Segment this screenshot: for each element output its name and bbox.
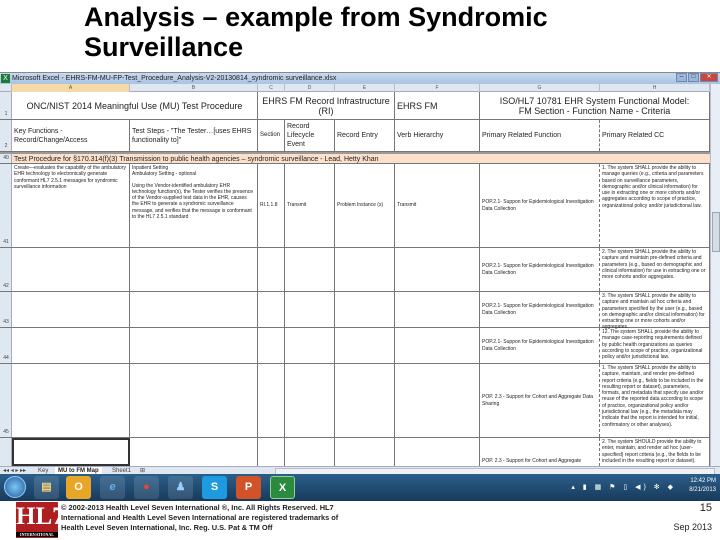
empty-cell[interactable] [285,438,335,466]
empty-cell[interactable] [258,328,285,363]
column-headers [0,84,710,92]
row-number[interactable]: 1 [0,92,12,119]
insert-sheet-icon[interactable]: ⊞ [140,468,146,474]
cell-criteria[interactable]: 1. The system SHALL provide the ability to manage queries (e.g., criteria and parameters based on surveillance parameters, demographic and/or clinical information) for use in extracting one or more cohorts and/or aggregates according to scope of practice, organizational policy and/or jurisdictional law. [600,164,710,247]
slide-date: Sep 2013 [673,522,712,532]
cell-header-mu[interactable]: ONC/NIST 2014 Meaningful Use (MU) Test Procedure [12,92,258,119]
empty-cell[interactable] [285,364,335,437]
empty-cell[interactable] [335,248,395,291]
empty-cell[interactable] [258,248,285,291]
row-number[interactable]: 40 [0,154,12,163]
close-button[interactable]: ✕ [700,73,718,82]
vertical-scrollbar[interactable] [710,84,720,466]
cell-header-ri[interactable]: EHRS FM Record Infrastructure (RI) [258,92,395,119]
tab-sheet1[interactable]: Sheet1 [112,468,132,474]
cell-function[interactable]: POP.2.1- Suppon for Epidemiological Investigation Data Collection [480,248,600,291]
header-test-steps[interactable]: Test Steps - "The Tester…[uses EHRS functionality to]" [130,120,258,151]
row-number[interactable]: 45 [0,364,12,437]
windows-taskbar [0,474,720,501]
header-lifecycle-event[interactable]: Record Lifecycle Event [285,120,335,151]
table-row [0,248,710,292]
network-icon[interactable]: ♟ [168,476,193,499]
cell-record-entry[interactable]: Problem Instance (s) [335,164,395,247]
system-tray-icons[interactable]: ▴ ▮ ▦ ⚑ ▯ ◀) ✻ ◆ [571,484,676,491]
empty-cell[interactable] [395,328,480,363]
empty-cell[interactable] [335,438,395,466]
excel-window [0,72,720,474]
tab-nav-arrows[interactable]: ◂◂ ◂ ▸ ▸▸ [3,468,27,474]
cell-header-iso[interactable]: ISO/HL7 10781 EHR System Functional Model: FM Section - Function Name - Criteria [480,92,710,119]
row-number[interactable] [0,438,12,466]
row-number[interactable]: 42 [0,248,12,291]
cell-criteria[interactable]: 3. The system SHALL provide the ability to capture and maintain ad hoc criteria and parameters specified by the user (e.g., based on demographic and/or clinical information) for extracting one or more cohorts and/or aggregates. [600,292,710,327]
page-number: 15 [699,502,712,514]
cell-function[interactable]: POP. 2.3 - Support for Cohort and Aggregate [480,438,600,466]
table-row [0,438,710,466]
cell-criteria[interactable]: 1. The system SHALL provide the ability to capture, maintain, and render pre-defined report criteria (e.g., fields to be included in the resulting report or dataset), parameters, formats, and metadata that specify use and/or reuse of the reported data according to scope of practice, organizational policy and/or jurisdictional law (e.g., the metadata may indicate that the report is intended for initial, confirmatory or other analyses). [600,364,710,437]
empty-cell[interactable] [395,364,480,437]
table-row [0,328,710,364]
empty-cell[interactable] [335,364,395,437]
cell-criteria[interactable]: 2. The system SHOULD provide the ability to enter, maintain, and render ad hoc (user-specified) report criteria (e.g., the fields to be included in the resulting report or dataset). [600,438,710,466]
clock[interactable]: 12:42 PM 8/21/2013 [689,478,716,493]
header-verb-hierarchy[interactable]: Verb Hierarchy [395,120,480,151]
section-title-cell[interactable]: Test Procedure for §170.314(f)(3) Transmission to public health agencies – syndromic surveillance - Lead, Hetty Khan [14,156,379,163]
cell-criteria[interactable]: 2. The system SHALL provide the ability to capture and maintain pre-defined criteria and parameters (e.g., based on demographic and clinical information) for use in extracting one or more cohorts and/or aggregates. [600,248,710,291]
empty-cell[interactable] [12,328,130,363]
col-header-c[interactable]: C [258,84,285,92]
scroll-thumb[interactable] [712,212,720,252]
empty-cell[interactable] [335,292,395,327]
col-header-h[interactable]: H [600,84,710,92]
cell-function[interactable]: POP.2.1- Suppon for Epidemiological Investigation Data Collection [480,164,600,247]
skype-icon[interactable]: S [202,476,227,499]
header-primary-function[interactable]: Primary Related Function [480,120,600,151]
empty-cell[interactable] [12,248,130,291]
excel-taskbar-icon[interactable]: X [270,476,295,499]
table-row [0,164,710,248]
empty-cell[interactable] [12,364,130,437]
cell-section[interactable]: RI.1.1.8 [258,164,285,247]
powerpoint-icon[interactable]: P [236,476,261,499]
cell-header-fm[interactable]: EHRS FM [395,92,480,119]
row-number[interactable]: 43 [0,292,12,327]
tab-key[interactable]: Key [38,468,49,474]
header-primary-cc[interactable]: Primary Related CC [600,120,710,151]
minimize-button[interactable]: – [676,73,687,82]
empty-cell[interactable] [395,438,480,466]
excel-icon: X [1,74,10,83]
empty-cell[interactable] [395,292,480,327]
empty-cell[interactable] [130,292,258,327]
empty-cell[interactable] [130,248,258,291]
header-record-entry[interactable]: Record Entry [335,120,395,151]
row-number[interactable]: 44 [0,328,12,363]
start-button[interactable] [4,476,26,498]
empty-cell[interactable] [285,248,335,291]
empty-cell[interactable] [12,292,130,327]
col-header-d[interactable]: D [285,84,335,92]
col-header-b[interactable]: B [130,84,258,92]
header-key-functions[interactable]: Key Functions - Record/Change/Access [12,120,130,151]
internet-explorer-icon[interactable]: e [100,476,125,499]
selected-cell[interactable] [12,438,130,466]
maximize-button[interactable]: □ [688,73,699,82]
row-number[interactable]: 2 [0,120,12,151]
col-header-a[interactable]: A [12,84,130,92]
table-row [0,364,710,438]
cell-function[interactable]: POP. 2.3 - Support for Cohort and Aggregate Data Sharing [480,364,600,437]
cell-function[interactable]: POP.2.1- Suppon for Epidemiological Investigation Data Collection [480,328,600,363]
window-titlebar [0,73,720,84]
cell-lifecycle[interactable]: Transmit [285,164,335,247]
explorer-icon[interactable]: ▤ [34,476,59,499]
cell-function[interactable]: POP.2.1- Suppon for Epidemiological Investigation Data Collection [480,292,600,327]
table-row [0,92,710,120]
chrome-icon[interactable]: ● [134,476,159,499]
slide-footer [0,500,720,540]
col-header-e[interactable]: E [335,84,395,92]
empty-cell[interactable] [395,248,480,291]
header-section[interactable]: Section [258,120,285,151]
empty-cell[interactable] [258,438,285,466]
tab-mu-to-fm-map[interactable]: MU to FM Map [55,467,102,476]
table-row [0,292,710,331]
cell-criteria[interactable]: 12. The system SHALL provide the ability to manage case-reporting requirements defined by public health organizations as queries according to scope of practice, organizational policy and/or jurisdictional law. [600,328,710,363]
empty-cell[interactable] [130,438,258,466]
table-row [0,120,710,152]
outlook-icon[interactable]: O [66,476,91,499]
col-header-f[interactable]: F [395,84,480,92]
empty-cell[interactable] [258,364,285,437]
empty-cell[interactable] [285,292,335,327]
empty-cell[interactable] [130,364,258,437]
window-title: Microsoft Excel - EHRS-FM-MU-FP-Test_Procedure_Analysis-V2-20130814_syndromic surveillance.xlsx [12,75,337,82]
hl7-logo: HL7 INTERNATIONAL [16,503,65,537]
copyright-text: © 2002-2013 Health Level Seven International ®, Inc. All Rights Reserved. HL7 International and Health Level Seven International are registered trademarks of Health Level Seven International, Inc. Reg. U.S. Pat & TM Off [61,503,339,532]
select-all[interactable] [0,84,12,92]
cell-verb[interactable]: Transmit [395,164,480,247]
cell-test-steps[interactable]: Inpatient Setting Ambulatory Setting - optional Using the Vendor-identified ambulatory EHR technology function(s), the Tester verifies the presence of the Vendor-supplied test data in the EHR, causes the EHR to generate a syndromic surveillance message, and verifies that the message is conformant to the HL7 2.5.1 standard [130,164,258,247]
slide-title [84,2,548,62]
empty-cell[interactable] [285,328,335,363]
row-number[interactable]: 41 [0,164,12,247]
col-header-g[interactable]: G [480,84,600,92]
empty-cell[interactable] [130,328,258,363]
cell-key-function[interactable]: Create—evaluates the capability of the ambulatory EHR technology to electronically generate conformant HL7 2.5.1 messages for syndromic surveillance information [12,164,130,247]
table-row [0,152,710,164]
title-line-2: Surveillance [84,32,244,62]
empty-cell[interactable] [258,292,285,327]
title-line-1: Analysis – example from Syndromic [84,2,548,32]
empty-cell[interactable] [335,328,395,363]
